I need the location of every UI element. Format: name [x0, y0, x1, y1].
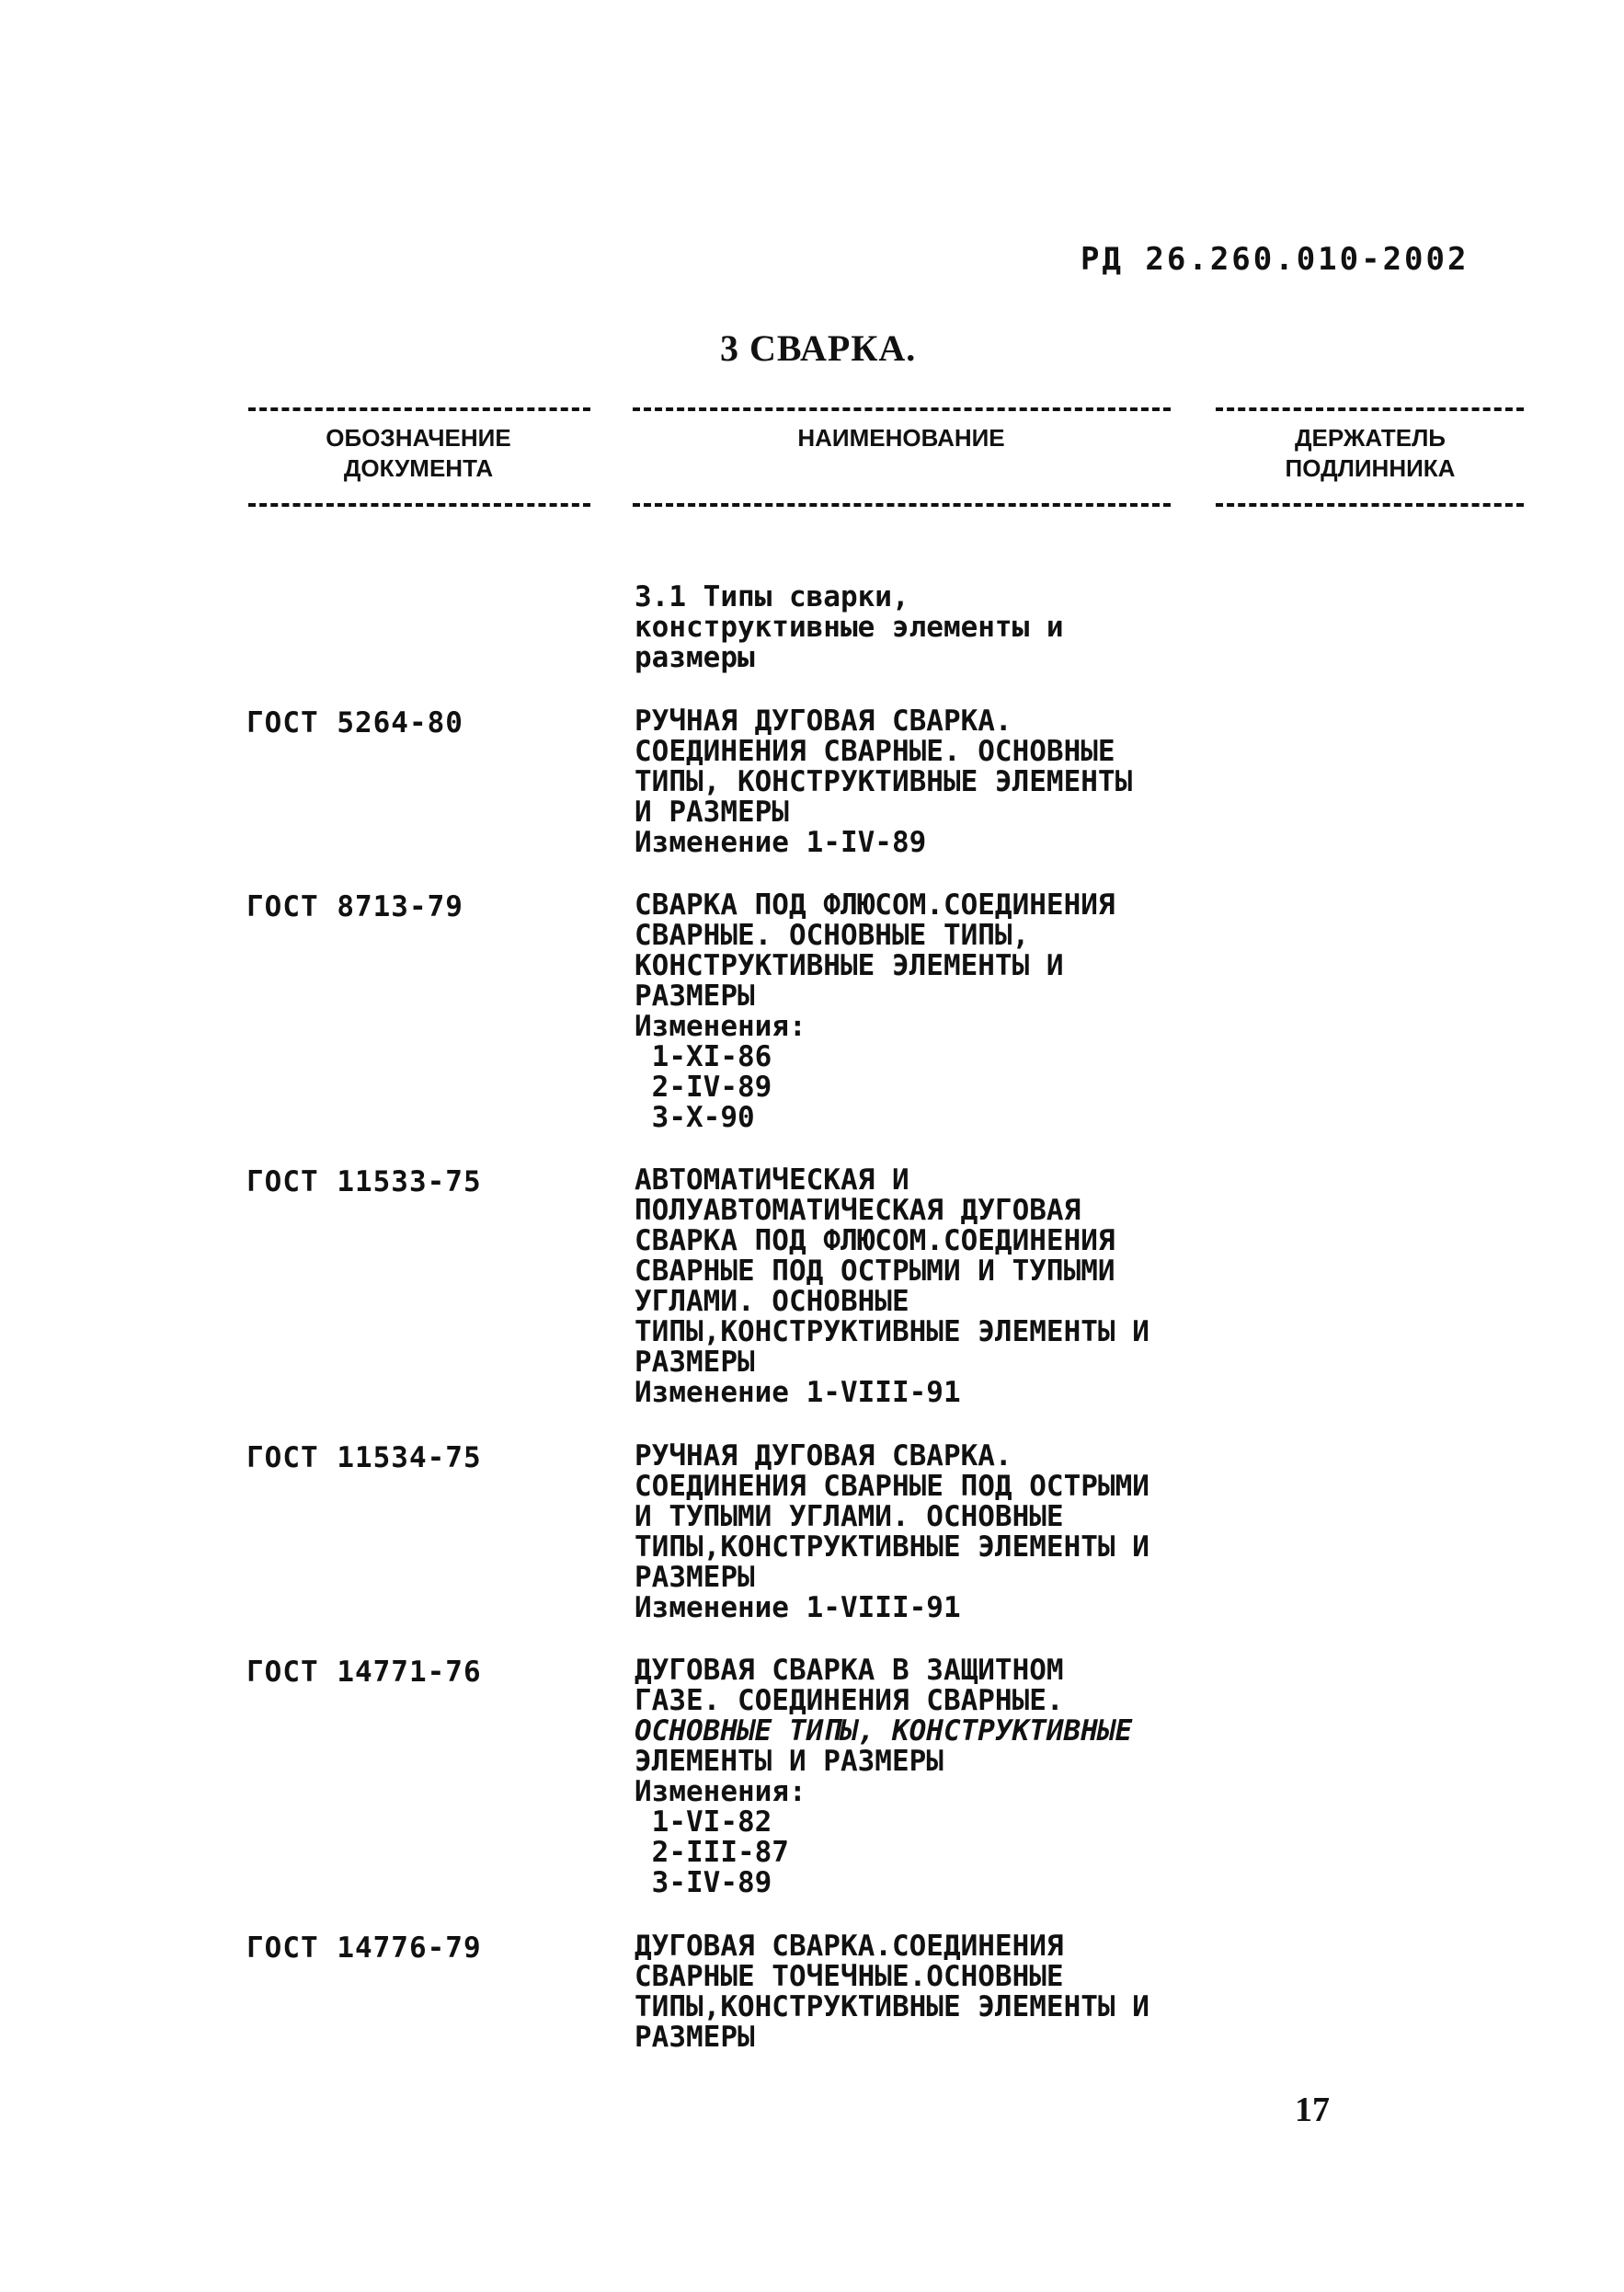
entry-line: РАЗМЕРЫ	[635, 2021, 755, 2054]
header-bottom-rule-3	[1216, 503, 1524, 507]
entry-line: СВАРНЫЕ ПОД ОСТРЫМИ И ТУПЫМИ	[635, 1255, 1115, 1288]
entry-line: СВАРКА ПОД ФЛЮСОМ.СОЕДИНЕНИЯ	[635, 1224, 1115, 1257]
entry-line: 1-XI-86	[635, 1040, 772, 1073]
header-bottom-rule-2	[633, 503, 1171, 507]
entry-line: Изменение 1-VIII-91	[635, 1376, 961, 1409]
entry-line: СВАРКА ПОД ФЛЮСОМ.СОЕДИНЕНИЯ	[635, 888, 1115, 922]
header-col-designation-line1: ОБОЗНАЧЕНИЕ	[326, 424, 511, 452]
entry-line: 3-IV-89	[635, 1866, 772, 1899]
entry-line: СОЕДИНЕНИЯ СВАРНЫЕ ПОД ОСТРЫМИ	[635, 1470, 1149, 1503]
entry-line: Изменения:	[635, 1775, 806, 1808]
entry-line: АВТОМАТИЧЕСКАЯ И	[635, 1163, 909, 1197]
entry-name	[635, 1931, 1260, 2053]
entry-line: ОСНОВНЫЕ ТИПЫ, КОНСТРУКТИВНЫЕ	[635, 1714, 1133, 1748]
entry-code: ГОСТ 14771-76	[246, 1656, 482, 1689]
entry-line: СОЕДИНЕНИЯ СВАРНЫЕ. ОСНОВНЫЕ	[635, 735, 1115, 768]
entry-line: 1-VI-82	[635, 1805, 772, 1839]
entry-line: РАЗМЕРЫ	[635, 980, 755, 1013]
entry-line: СВАРНЫЕ. ОСНОВНЫЕ ТИПЫ,	[635, 919, 1030, 952]
entry-line: РАЗМЕРЫ	[635, 1346, 755, 1379]
entry-name	[635, 1441, 1260, 1623]
entry-line: И РАЗМЕРЫ	[635, 796, 789, 829]
entry-line: ТИПЫ,КОНСТРУКТИВНЫЕ ЭЛЕМЕНТЫ И	[635, 1315, 1149, 1348]
entry-line: ТИПЫ, КОНСТРУКТИВНЫЕ ЭЛЕМЕНТЫ	[635, 765, 1133, 798]
header-bottom-rule-1	[248, 503, 590, 507]
entry-name	[635, 706, 1260, 858]
header-col-name-text: НАИМЕНОВАНИЕ	[797, 424, 1005, 452]
section-heading: 3 СВАРКА.	[720, 327, 917, 369]
entry-line: ДУГОВАЯ СВАРКА В ЗАЩИТНОМ	[635, 1654, 1064, 1687]
entry-name	[635, 1165, 1260, 1408]
entry-line: ДУГОВАЯ СВАРКА.СОЕДИНЕНИЯ	[635, 1930, 1064, 1963]
entry-line: КОНСТРУКТИВНЫЕ ЭЛЕМЕНТЫ И	[635, 949, 1064, 982]
entry-line: СВАРНЫЕ ТОЧЕЧНЫЕ.ОСНОВНЫЕ	[635, 1960, 1064, 1993]
entry-line: ТИПЫ,КОНСТРУКТИВНЫЕ ЭЛЕМЕНТЫ И	[635, 1530, 1149, 1564]
subsection-line: конструктивные элементы и	[635, 611, 1064, 644]
entry-code: ГОСТ 14776-79	[246, 1931, 482, 1965]
header-col-designation	[267, 423, 570, 484]
entry-line: ПОЛУАВТОМАТИЧЕСКАЯ ДУГОВАЯ	[635, 1194, 1081, 1227]
entry-line: ЭЛЕМЕНТЫ И РАЗМЕРЫ	[635, 1745, 944, 1778]
entry-line: 3-X-90	[635, 1101, 755, 1134]
entry-line: УГЛАМИ. ОСНОВНЫЕ	[635, 1285, 909, 1318]
entry-code: ГОСТ 11534-75	[246, 1441, 482, 1474]
entry-line: РУЧНАЯ ДУГОВАЯ СВАРКА.	[635, 1439, 1012, 1473]
entry-line: И ТУПЫМИ УГЛАМИ. ОСНОВНЫЕ	[635, 1500, 1064, 1533]
subsection-line: 3.1 Типы сварки,	[635, 580, 909, 613]
entry-name	[635, 1656, 1260, 1898]
entry-line: ТИПЫ,КОНСТРУКТИВНЫЕ ЭЛЕМЕНТЫ И	[635, 1990, 1149, 2023]
entry-line: РУЧНАЯ ДУГОВАЯ СВАРКА.	[635, 705, 1012, 738]
entry-line: 2-III-87	[635, 1836, 789, 1869]
header-col-designation-line2: ДОКУМЕНТА	[343, 454, 494, 482]
document-code: РД 26.260.010-2002	[1081, 241, 1470, 278]
entry-line: 2-IV-89	[635, 1071, 772, 1104]
entry-line: Изменение 1-IV-89	[635, 826, 927, 859]
header-top-rule-3	[1216, 407, 1524, 411]
entry-code: ГОСТ 5264-80	[246, 706, 463, 739]
entry-line: Изменение 1-VIII-91	[635, 1591, 961, 1624]
header-col-holder	[1223, 423, 1517, 484]
header-col-name	[717, 423, 1085, 453]
page-number: 17	[1295, 2091, 1330, 2129]
entry-line: Изменения:	[635, 1010, 806, 1043]
subsection-line: размеры	[635, 641, 755, 674]
entry-line: РАЗМЕРЫ	[635, 1561, 755, 1594]
entry-code: ГОСТ 8713-79	[246, 890, 463, 923]
header-col-holder-line1: ДЕРЖАТЕЛЬ	[1295, 424, 1446, 452]
entry-name	[635, 890, 1260, 1133]
entry-code: ГОСТ 11533-75	[246, 1165, 482, 1198]
subsection-title	[635, 582, 1260, 673]
entry-line: ГАЗЕ. СОЕДИНЕНИЯ СВАРНЫЕ.	[635, 1684, 1064, 1717]
header-top-rule-2	[633, 407, 1171, 411]
header-col-holder-line2: ПОДЛИННИКА	[1285, 454, 1456, 482]
header-top-rule-1	[248, 407, 590, 411]
